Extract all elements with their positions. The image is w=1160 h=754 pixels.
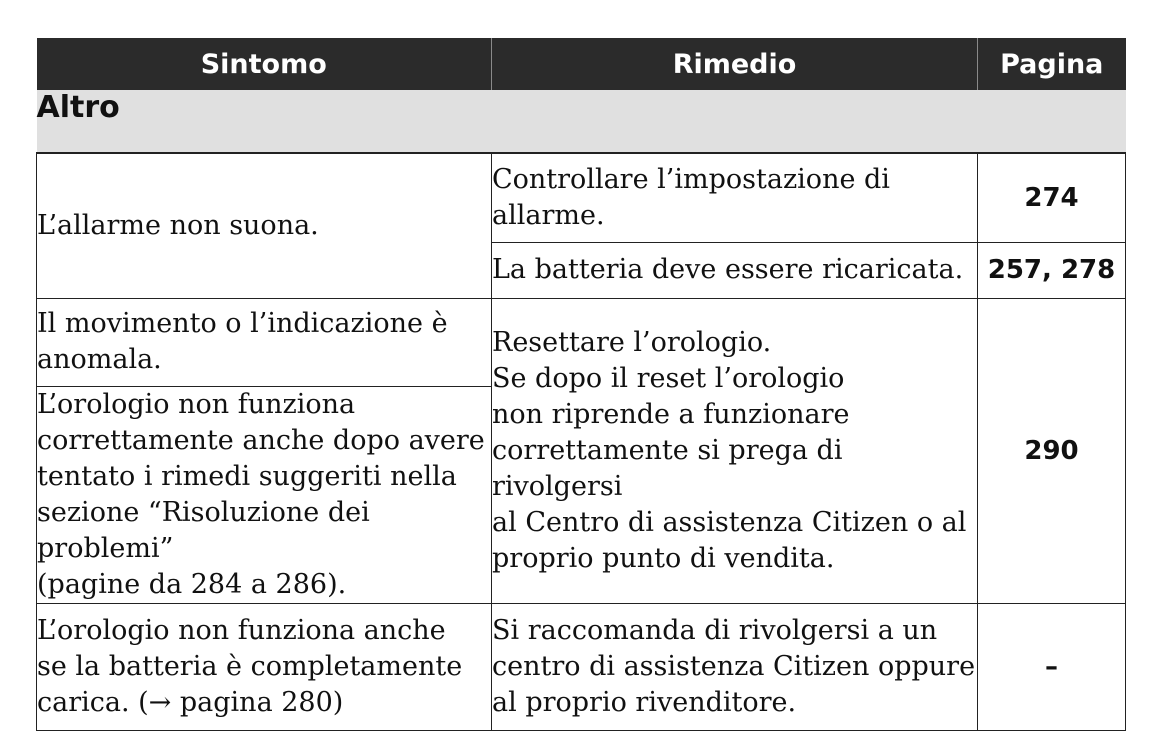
table-row <box>37 153 1126 242</box>
symptom-cell: L’orologio non funziona correttamente anche dopo avere tentato i rimedi suggeriti nella sezione “Risoluzione dei problemi” (pagine da 284 a 286). <box>37 386 492 603</box>
remedy-cell: Controllare l’impostazione di allarme. <box>492 153 978 242</box>
column-header-symptom: Sintomo <box>37 38 492 90</box>
symptom-cell: L’allarme non suona. <box>37 153 492 298</box>
page-cell: – <box>978 603 1126 730</box>
column-header-remedy: Rimedio <box>492 38 978 90</box>
remedy-cell: Resettare l’orologio. Se dopo il reset l’orologio non riprende a funzionare correttamente si prega di rivolgersi al Centro di assistenza Citizen o al proprio punto di vendita. <box>492 298 978 603</box>
table-row <box>37 603 1126 730</box>
section-row <box>37 90 1126 153</box>
troubleshooting-table <box>36 38 1126 731</box>
table-row <box>37 298 1126 386</box>
table-header-row <box>37 38 1126 90</box>
column-header-page: Pagina <box>978 38 1126 90</box>
symptom-cell: Il movimento o l’indicazione è anomala. <box>37 298 492 386</box>
remedy-cell: Si raccomanda di rivolgersi a un centro di assistenza Citizen oppure al proprio rivenditore. <box>492 603 978 730</box>
section-title: Altro <box>37 90 1126 153</box>
page-cell: 290 <box>978 298 1126 603</box>
remedy-cell: La batteria deve essere ricaricata. <box>492 242 978 298</box>
symptom-cell: L’orologio non funziona anche se la batteria è completamente carica. (→ pagina 280) <box>37 603 492 730</box>
page-cell: 274 <box>978 153 1126 242</box>
page-cell: 257, 278 <box>978 242 1126 298</box>
